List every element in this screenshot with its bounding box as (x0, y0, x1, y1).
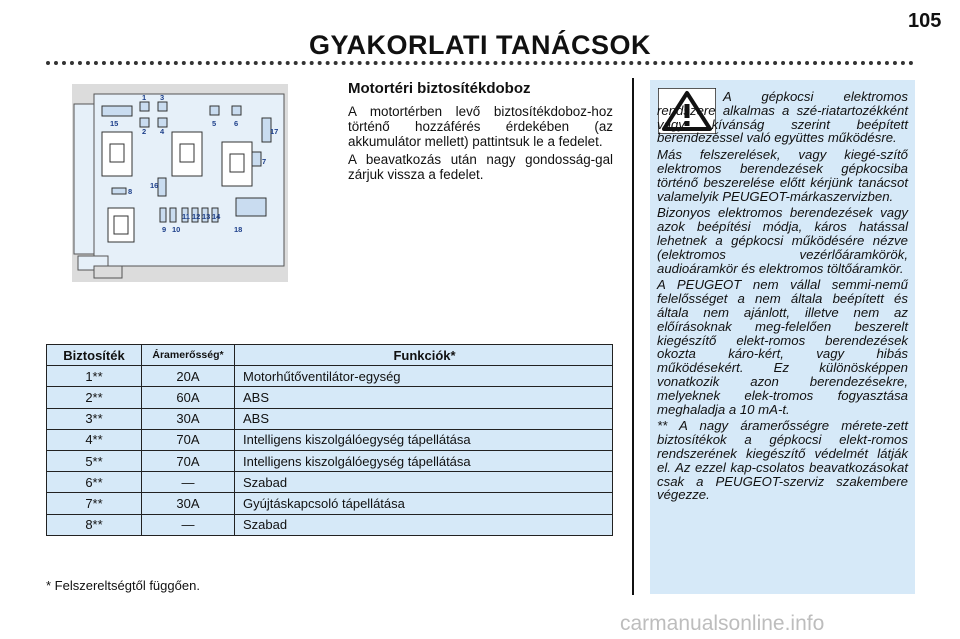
cell-function: ABS (235, 408, 613, 429)
table-row (47, 514, 613, 535)
fuse-5 (210, 106, 219, 115)
cell-function: Intelligens kiszolgálóegység tápellátása (235, 429, 613, 450)
fuse-label-6: 6 (234, 119, 239, 128)
fuse-6 (232, 106, 241, 115)
cell-amperage: 70A (142, 450, 235, 471)
cell-fuse: 1** (47, 366, 142, 387)
fuse-table (46, 344, 613, 536)
section-paragraph: A motortérben levő biztosítékdoboz-hoz történő hozzáférés érdekében (az akkumulátor mellett) pattintsuk le a fedelet. (348, 104, 613, 150)
fuse-label-17: 17 (270, 127, 279, 136)
relay-4-pin (114, 216, 128, 234)
cell-amperage: — (142, 514, 235, 535)
warning-paragraph: A gépkocsi elektromos rendszere alkalmas a szé-riatartozékként vagy kívánság szerint beépített berendezéssel való együttes működésre. (657, 89, 908, 146)
cell-fuse: 2** (47, 387, 142, 408)
fuse-label-14: 14 (212, 212, 221, 221)
cell-fuse: 3** (47, 408, 142, 429)
fuse-label-12: 12 (192, 212, 201, 221)
cell-fuse: 5** (47, 450, 142, 471)
fuse-label-11: 11 (182, 212, 190, 221)
fuse-4 (158, 118, 167, 127)
table-row (47, 429, 613, 450)
cell-function: Szabad (235, 514, 613, 535)
fuse-label-3: 3 (160, 93, 165, 102)
section-paragraph: A beavatkozás után nagy gondosság-gal zárjuk vissza a fedelet. (348, 151, 613, 182)
cell-function: Intelligens kiszolgálóegység tápellátása (235, 450, 613, 471)
dotted-divider (46, 61, 914, 65)
relay-2-pin (180, 144, 194, 162)
cell-amperage: 70A (142, 429, 235, 450)
fuse-3 (158, 102, 167, 111)
warning-paragraph: A PEUGEOT nem vállal semmi-nemű felelősséget a nem általa beépített és általa nem ajánlott, illetve nem az előírásoknak meg-felelően beszerelt kiegészítő elekt-romos berendezések okozta káro-kért, vagy hibás működésekért. Ez különösképpen vonatkozik azon berendezésekre, melyeknek elek-tromos fogyasztása meghaladja a 10 mA-t. (657, 277, 908, 417)
fuse-1 (140, 102, 149, 111)
fuse-box-notch (74, 104, 94, 254)
fuse-label-18: 18 (234, 225, 243, 234)
warning-paragraph: Más felszerelések, vagy kiegé-szítő elektromos berendezések gépkocsiba történő beszerelése előtt kérjünk tanácsot valamelyik PEUGEOT-márkaszervizben. (657, 147, 908, 204)
fuse-label-2: 2 (142, 127, 147, 136)
fuse-label-15: 15 (110, 119, 119, 128)
fuse-label-4: 4 (160, 127, 165, 136)
relay-1-pin (110, 144, 124, 162)
warning-text (657, 90, 908, 505)
section-body (348, 104, 613, 184)
fuse-2 (140, 118, 149, 127)
fuse-box-diagram (72, 84, 288, 282)
fuse-8 (112, 188, 126, 194)
cell-amperage: 30A (142, 408, 235, 429)
table-row (47, 472, 613, 493)
fuse-15 (102, 106, 132, 116)
page-title: GYAKORLATI TANÁCSOK (308, 30, 651, 60)
table-header-row (47, 345, 613, 366)
cell-fuse: 8** (47, 514, 142, 535)
page-number: 105 (908, 10, 942, 32)
cell-amperage: 30A (142, 493, 235, 514)
cell-amperage: — (142, 472, 235, 493)
fuse-label-10: 10 (172, 225, 181, 234)
relay-3-pin (230, 154, 244, 172)
fuse-label-8: 8 (128, 187, 133, 196)
cell-amperage: 20A (142, 366, 235, 387)
table-row (47, 450, 613, 471)
table-row (47, 408, 613, 429)
cell-function: Szabad (235, 472, 613, 493)
fuse-7 (252, 152, 261, 166)
cell-fuse: 6** (47, 472, 142, 493)
table-row (47, 387, 613, 408)
warning-paragraph: ** A nagy áramerősségre mérete-zett biztosítékok a gépkocsi elekt-romos rendszerének kiegészítő védelmét látják el. Az ezzel kap-csolatos beavatkozásokat csak a PEUGEOT-szerviz szakembere végezze. (657, 418, 908, 503)
section-heading: Motortéri biztosítékdoboz (348, 80, 531, 97)
watermark: carmanualsonline.info (620, 612, 825, 635)
fuse-label-1: 1 (142, 93, 147, 102)
column-divider (632, 78, 634, 595)
fuse-label-13: 13 (202, 212, 211, 221)
warning-paragraph: Bizonyos elektromos berendezések vagy azok beépítési módja, káros hatással lehetnek a gépkocsi működésére nézve (elektromos vezérlőáramkörök, audioáramkör és elektromos töltőáramkör. (657, 205, 908, 276)
header-fuse: Biztosíték (47, 345, 142, 366)
footnote: * Felszereltségtől függően. (46, 578, 200, 593)
cell-function: Motorhűtőventilátor-egység (235, 366, 613, 387)
fuse-label-7: 7 (262, 157, 267, 166)
header-functions: Funkciók* (235, 345, 613, 366)
fuse-box-foot (94, 266, 122, 278)
fuse-label-16: 16 (150, 181, 159, 190)
table-row (47, 366, 613, 387)
fuse-label-9: 9 (162, 225, 167, 234)
cell-amperage: 60A (142, 387, 235, 408)
table-row (47, 493, 613, 514)
cell-function: ABS (235, 387, 613, 408)
header-amperage: Áramerősség* (142, 345, 235, 366)
fuse-label-5: 5 (212, 119, 217, 128)
fuse-16 (158, 178, 166, 196)
cell-function: Gyújtáskapcsoló tápellátása (235, 493, 613, 514)
cell-fuse: 4** (47, 429, 142, 450)
cell-fuse: 7** (47, 493, 142, 514)
